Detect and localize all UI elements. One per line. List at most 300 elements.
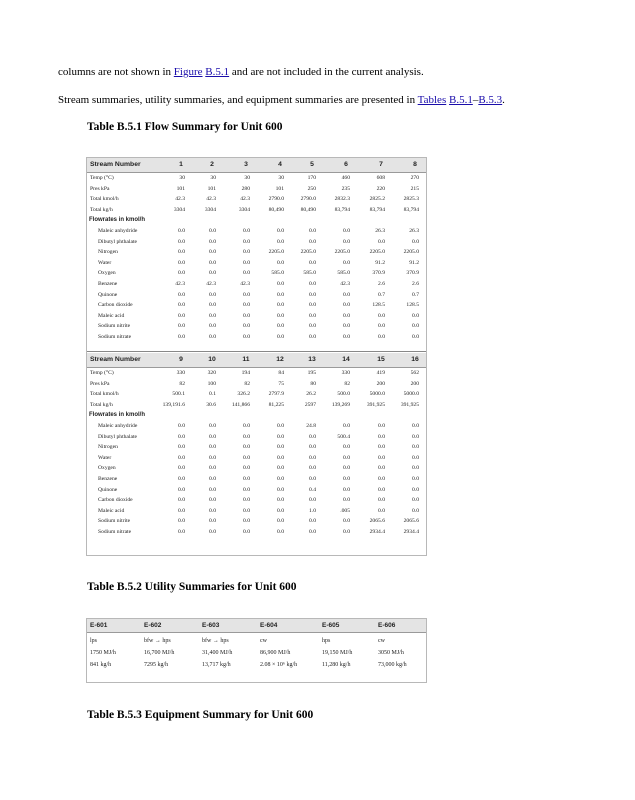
stream-number: 5 xyxy=(310,161,314,168)
flow-value: 3304 xyxy=(204,206,216,213)
flow-value: 0.0 xyxy=(378,323,385,330)
flow-value: 0.0 xyxy=(277,302,284,309)
flow-value: 2934.4 xyxy=(369,529,385,535)
flow-value: 30 xyxy=(278,175,284,181)
component-label: Sodium nitrate xyxy=(98,334,132,340)
flow-value: 0.0 xyxy=(309,259,316,266)
utility-value: 11,280 kg/h xyxy=(322,662,351,668)
utility-value: 16,700 MJ/h xyxy=(144,650,175,656)
flow-value: 0.0 xyxy=(378,433,385,440)
flow-value: 101 xyxy=(207,185,216,192)
flow-value: 0.0 xyxy=(412,507,419,514)
flow-value: 0.0 xyxy=(243,334,250,340)
flow-value: 2825.3 xyxy=(403,196,419,203)
flow-value: 0.0 xyxy=(178,270,185,277)
flow-value: 370.9 xyxy=(372,270,385,277)
flow-value: 0.0 xyxy=(243,259,250,266)
flow-value: 0.0 xyxy=(209,529,216,535)
flow-value: 2065.6 xyxy=(403,518,419,525)
flow-value: 0.0 xyxy=(243,476,250,482)
flow-value: 0.0 xyxy=(243,497,250,504)
flow-value: 5000.0 xyxy=(403,391,419,398)
flow-value: 0.0 xyxy=(209,465,216,472)
component-label: Quinone xyxy=(98,291,118,298)
flow-value: 0.0 xyxy=(277,476,284,482)
flow-value: 0.0 xyxy=(209,486,216,493)
flow-value: 83,794 xyxy=(403,206,419,213)
component-label: Quinone xyxy=(98,486,118,493)
flow-value: 2797.9 xyxy=(268,391,284,398)
flow-value: 0.0 xyxy=(178,323,185,330)
flow-value: 0.0 xyxy=(243,423,250,429)
flow-value: 0.0 xyxy=(343,476,350,482)
flow-value: 82 xyxy=(244,380,250,387)
flow-value: 2790.0 xyxy=(300,196,316,203)
flow-value: 0.0 xyxy=(209,497,216,504)
flow-value: 2790.0 xyxy=(268,196,284,203)
intro-line-1-text: columns are not shown in xyxy=(58,66,174,78)
component-label: Maleic anhydride xyxy=(98,228,138,234)
flow-value: 0.0 xyxy=(343,291,350,298)
flow-value: 5000.0 xyxy=(369,391,385,398)
flow-value: 2934.4 xyxy=(403,529,419,535)
flow-value: 0.0 xyxy=(343,465,350,472)
flow-value: 30 xyxy=(244,175,250,181)
flow-value: 2205.0 xyxy=(369,249,385,256)
figure-b51-link[interactable]: B.5.1 xyxy=(205,66,230,78)
property-label: Total kmol/h xyxy=(90,391,119,398)
flow-value: 24.8 xyxy=(306,423,316,429)
flow-value: 0.0 xyxy=(343,423,350,429)
flow-value: 0.0 xyxy=(277,228,284,234)
flow-value: 42.3 xyxy=(206,281,216,287)
flow-value: 200 xyxy=(376,380,385,387)
flow-value: 0.0 xyxy=(412,444,419,451)
flow-value: 3304 xyxy=(173,206,185,213)
component-label: Maleic acid xyxy=(98,312,125,319)
flow-value: 30 xyxy=(179,175,185,181)
stream-number: 15 xyxy=(377,356,385,363)
stream-number: 10 xyxy=(208,356,216,363)
flow-value: 0.0 xyxy=(378,465,385,472)
flow-value: 0.0 xyxy=(178,433,185,440)
flow-value: 2205.0 xyxy=(403,249,419,256)
flow-value: 0.0 xyxy=(309,281,316,287)
flow-value: 0.0 xyxy=(178,259,185,266)
flow-value: 0.7 xyxy=(378,291,385,298)
flow-value: 2065.6 xyxy=(369,518,385,525)
stream-number: 9 xyxy=(179,356,183,363)
flow-value: 91.2 xyxy=(409,259,419,266)
flow-value: 0.0 xyxy=(178,476,185,482)
flow-value: 0.0 xyxy=(343,302,350,309)
flow-value: 0.0 xyxy=(243,454,250,461)
flow-value: 0.0 xyxy=(412,312,419,319)
flow-value: 500.1 xyxy=(172,391,185,398)
flow-value: 0.0 xyxy=(343,228,350,234)
flow-value: 330 xyxy=(341,370,350,376)
utility-value: 3050 MJ/h xyxy=(378,650,404,656)
utility-value: 31,400 MJ/h xyxy=(202,650,233,656)
flow-value: 75 xyxy=(278,380,284,387)
intro-line-2 xyxy=(58,94,505,106)
flow-value: 0.0 xyxy=(243,302,250,309)
flow-value: 0.0 xyxy=(178,444,185,451)
flow-value: 0.0 xyxy=(378,486,385,493)
component-label: Benzene xyxy=(98,281,118,287)
flow-value: 0.0 xyxy=(209,433,216,440)
property-label: Pres kPa xyxy=(90,380,110,387)
intro-line-2-tail: . xyxy=(502,94,505,106)
flow-value: 0.0 xyxy=(378,423,385,429)
flow-value: 0.0 xyxy=(209,444,216,451)
flow-value: 0.0 xyxy=(309,476,316,482)
flow-value: 330 xyxy=(176,370,185,376)
flow-value: 0.0 xyxy=(378,312,385,319)
flow-value: 562 xyxy=(410,370,419,376)
flow-value: 0.0 xyxy=(309,518,316,525)
flow-value: 0.0 xyxy=(277,259,284,266)
flow-value: 0.0 xyxy=(243,507,250,514)
utility-header: E-605 xyxy=(322,622,340,629)
flow-value: 0.0 xyxy=(309,228,316,234)
flow-value: 0.0 xyxy=(277,465,284,472)
tables-link[interactable]: Tables xyxy=(417,94,447,106)
flow-value: 0.0 xyxy=(343,238,350,245)
flow-value: 0.0 xyxy=(209,270,216,277)
flow-value: 0.0 xyxy=(412,238,419,245)
stream-number: 7 xyxy=(379,161,383,168)
flow-value: 0.0 xyxy=(243,465,250,472)
flowrates-heading: Flowrates in kmol/h xyxy=(89,412,146,419)
flow-value: 82 xyxy=(344,380,350,387)
flow-value: 0.0 xyxy=(209,312,216,319)
flow-value: 101 xyxy=(176,185,185,192)
flow-value: 0.0 xyxy=(309,497,316,504)
flow-value: 139,191.6 xyxy=(162,401,185,408)
stream-number: 2 xyxy=(210,161,214,168)
flow-value: 139,269 xyxy=(331,401,350,408)
flow-value: 0.0 xyxy=(178,507,185,514)
flow-value: 2825.2 xyxy=(369,196,385,203)
flow-value: 0.0 xyxy=(309,323,316,330)
flow-value: 195 xyxy=(307,370,316,376)
flow-value: 0.0 xyxy=(277,312,284,319)
flow-summary-table xyxy=(86,157,427,556)
flow-value: 82 xyxy=(179,380,185,387)
flow-value: 91.2 xyxy=(375,259,385,266)
utility-value: cw xyxy=(378,638,385,644)
flow-value: 30.6 xyxy=(206,401,216,408)
flow-value: 0.0 xyxy=(277,444,284,451)
utility-value: hps xyxy=(322,638,331,644)
flow-value: 0.0 xyxy=(412,423,419,429)
flow-value: 0.0 xyxy=(178,228,185,234)
utility-value: cw xyxy=(260,638,267,644)
utility-value: 841 kg/h xyxy=(90,662,112,668)
flow-value: 0.0 xyxy=(309,291,316,298)
component-label: Sodium nitrite xyxy=(98,323,131,330)
flow-value: 0.0 xyxy=(178,454,185,461)
flow-value: 0.0 xyxy=(209,302,216,309)
flow-value: 42.3 xyxy=(206,196,216,203)
flow-value: 0.0 xyxy=(277,507,284,514)
flow-value: 0.0 xyxy=(209,238,216,245)
flow-value: 0.0 xyxy=(178,423,185,429)
flow-value: 0.0 xyxy=(209,291,216,298)
flow-value: 0.0 xyxy=(343,444,350,451)
flow-value: 0.0 xyxy=(412,497,419,504)
component-label: Oxygen xyxy=(98,465,116,472)
intro-line-1 xyxy=(58,66,424,78)
flow-value: 0.0 xyxy=(209,259,216,266)
flow-value: 200 xyxy=(410,380,419,387)
flow-value: 0.0 xyxy=(378,497,385,504)
flow-value: 0.0 xyxy=(277,334,284,340)
flow-value: 0.0 xyxy=(277,433,284,440)
flow-value: 0.0 xyxy=(178,249,185,256)
figure-link[interactable]: Figure xyxy=(173,66,203,78)
component-label: Nitrogen xyxy=(98,444,118,451)
flow-value: 0.0 xyxy=(178,465,185,472)
flow-value: 220 xyxy=(376,185,385,192)
flow-value: 0.0 xyxy=(209,423,216,429)
flow-value: 0.0 xyxy=(378,476,385,482)
flow-value: 280 xyxy=(241,185,250,192)
flow-value: 585.0 xyxy=(271,270,284,277)
stream-number: 4 xyxy=(278,161,282,168)
flow-value: 320 xyxy=(207,370,216,376)
flow-value: 100 xyxy=(207,380,216,387)
flow-value: 42.3 xyxy=(240,281,250,287)
table-b53-link[interactable]: B.5.3 xyxy=(478,94,503,106)
flow-value: 0.0 xyxy=(243,529,250,535)
flow-value: 585.0 xyxy=(337,270,350,277)
table-b53-caption: Table B.5.3 Equipment Summary for Unit 600 xyxy=(87,709,314,721)
flow-value: 0.0 xyxy=(243,323,250,330)
component-label: Sodium nitrate xyxy=(98,529,132,535)
flow-value: 141,866 xyxy=(231,401,250,408)
flow-value: 42.3 xyxy=(240,196,250,203)
flow-value: 0.0 xyxy=(243,249,250,256)
flow-value: 80 xyxy=(310,380,316,387)
component-label: Water xyxy=(98,454,112,461)
stream-number: 8 xyxy=(413,161,417,168)
flow-value: 0.0 xyxy=(378,444,385,451)
property-label: Total kg/h xyxy=(90,206,113,213)
flow-value: 585.0 xyxy=(303,270,316,277)
stream-number: 3 xyxy=(244,161,248,168)
flow-value: 0.0 xyxy=(178,302,185,309)
flow-value: 0.0 xyxy=(412,323,419,330)
flow-value: 80,490 xyxy=(300,206,316,213)
flow-value: 0.0 xyxy=(209,334,216,340)
flow-value: 0.0 xyxy=(277,238,284,245)
utility-value: 19,150 MJ/h xyxy=(322,650,353,656)
stream-header-row xyxy=(87,158,426,172)
flow-value: 0.0 xyxy=(178,334,185,340)
property-label: Total kmol/h xyxy=(90,196,119,203)
flow-value: 0.0 xyxy=(343,454,350,461)
utility-header: E-604 xyxy=(260,622,278,629)
block-divider xyxy=(87,351,426,352)
flow-value: 0.7 xyxy=(412,291,419,298)
utility-summary-table xyxy=(86,618,427,683)
flow-value: 0.0 xyxy=(243,270,250,277)
flow-value: 0.0 xyxy=(178,518,185,525)
flow-value: 0.0 xyxy=(378,454,385,461)
flow-value: 0.0 xyxy=(178,291,185,298)
flow-value: 250 xyxy=(307,185,316,192)
flow-value: 0.0 xyxy=(209,228,216,234)
flow-value: 194 xyxy=(241,370,250,376)
flow-value: 0.0 xyxy=(277,486,284,493)
utility-value: 13,717 kg/h xyxy=(202,662,231,668)
flow-value: 0.0 xyxy=(277,291,284,298)
flow-value: 0.0 xyxy=(343,312,350,319)
flow-value: 2205.0 xyxy=(300,249,316,256)
flow-value: 0.0 xyxy=(412,454,419,461)
flow-value: 84 xyxy=(278,370,284,376)
flow-value: 0.0 xyxy=(243,312,250,319)
intro-line-2-text: Stream summaries, utility summaries, and equipment summaries are presented in xyxy=(58,94,418,106)
flow-value: 0.0 xyxy=(243,238,250,245)
flow-value: 0.0 xyxy=(178,312,185,319)
component-label: Dibutyl phthalate xyxy=(98,238,137,245)
header-rule xyxy=(87,172,426,173)
flow-value: 0.0 xyxy=(243,228,250,234)
utility-value: bfw → hps xyxy=(144,638,171,644)
flow-value: 2205.0 xyxy=(334,249,350,256)
flow-value: 2.6 xyxy=(378,281,385,287)
flow-value: 0.0 xyxy=(277,454,284,461)
flow-value: 0.0 xyxy=(277,423,284,429)
flow-value: 0.0 xyxy=(277,497,284,504)
flow-value: 326.2 xyxy=(237,391,250,398)
flow-value: 0.0 xyxy=(277,281,284,287)
utility-header: E-603 xyxy=(202,622,220,629)
flow-value: 215 xyxy=(410,185,419,192)
flow-value: 0.0 xyxy=(309,465,316,472)
stream-number-label: Stream Number xyxy=(90,356,141,363)
component-label: Nitrogen xyxy=(98,249,118,256)
flow-value: 391,925 xyxy=(400,401,419,408)
flow-value: 0.0 xyxy=(243,433,250,440)
utility-value: bfw → hps xyxy=(202,638,229,644)
stream-number: 14 xyxy=(342,356,350,363)
property-label: Temp (°C) xyxy=(90,370,114,376)
flow-value: 0.0 xyxy=(309,312,316,319)
intro-line-1-tail: and are not included in the current analysis. xyxy=(229,66,424,78)
flow-value: .005 xyxy=(340,507,350,514)
flow-value: 0.0 xyxy=(378,334,385,340)
flow-value: 0.0 xyxy=(243,518,250,525)
flow-value: 2.6 xyxy=(412,281,419,287)
utility-header: E-602 xyxy=(144,622,162,629)
flow-value: 83,794 xyxy=(369,206,385,213)
flow-value: 0.0 xyxy=(178,238,185,245)
table-b51-link[interactable]: B.5.1 xyxy=(448,94,473,106)
utility-value: lps xyxy=(90,638,98,644)
flow-value: 0.0 xyxy=(209,249,216,256)
flow-value: 0.0 xyxy=(178,497,185,504)
flow-value: 0.0 xyxy=(343,529,350,535)
flow-value: 0.0 xyxy=(209,507,216,514)
flow-value: 0.0 xyxy=(378,507,385,514)
flow-value: 0.0 xyxy=(412,334,419,340)
flow-value: 0.0 xyxy=(412,476,419,482)
flow-value: 0.0 xyxy=(209,323,216,330)
flowrates-heading: Flowrates in kmol/h xyxy=(89,217,146,224)
flow-value: 128.5 xyxy=(372,302,385,309)
flow-value: 0.0 xyxy=(309,238,316,245)
flow-value: 0.0 xyxy=(343,334,350,340)
flow-value: 0.0 xyxy=(412,465,419,472)
flow-value: 0.0 xyxy=(309,433,316,440)
flow-value: 500.4 xyxy=(337,433,350,440)
stream-number-label: Stream Number xyxy=(90,161,141,168)
utility-value: 86,900 MJ/h xyxy=(260,650,291,656)
intro-dash: – xyxy=(472,94,479,106)
stream-number: 1 xyxy=(179,161,183,168)
flow-value: 391,925 xyxy=(366,401,385,408)
stream-number: 12 xyxy=(276,356,284,363)
flow-value: 0.0 xyxy=(343,497,350,504)
flow-value: 1.0 xyxy=(309,507,316,514)
stream-number: 16 xyxy=(411,356,419,363)
flow-value: 0.0 xyxy=(209,476,216,482)
flow-value: 26.3 xyxy=(375,228,385,234)
utility-value: 73,000 kg/h xyxy=(378,662,407,668)
component-label: Carbon dioxide xyxy=(98,302,133,309)
component-label: Water xyxy=(98,259,112,266)
flow-value: 26.2 xyxy=(306,391,316,398)
flow-value: 0.0 xyxy=(277,323,284,330)
flow-value: 0.0 xyxy=(277,518,284,525)
flow-value: 80,490 xyxy=(268,206,284,213)
component-label: Dibutyl phthalate xyxy=(98,433,137,440)
flow-value: 170 xyxy=(307,175,316,181)
flow-value: 26.3 xyxy=(409,228,419,234)
flow-value: 235 xyxy=(341,185,350,192)
flow-value: 0.0 xyxy=(378,238,385,245)
flow-value: 2832.3 xyxy=(334,196,350,203)
table-b52-caption: Table B.5.2 Utility Summaries for Unit 600 xyxy=(87,581,297,593)
flow-value: 370.9 xyxy=(406,270,419,277)
stream-number: 11 xyxy=(242,356,250,363)
utility-value: 1750 MJ/h xyxy=(90,650,116,656)
flow-value: 2205.0 xyxy=(268,249,284,256)
flow-value: 0.0 xyxy=(343,323,350,330)
flow-value: 0.0 xyxy=(343,259,350,266)
flow-value: 0.0 xyxy=(178,486,185,493)
flow-value: 0.0 xyxy=(309,454,316,461)
flow-value: 0.0 xyxy=(412,433,419,440)
flow-value: 83,794 xyxy=(334,206,350,213)
utility-value: 2.08 × 10⁶ kg/h xyxy=(260,662,298,668)
flow-value: 419 xyxy=(376,370,385,376)
flow-value: 0.4 xyxy=(309,486,316,493)
property-label: Total kg/h xyxy=(90,401,113,408)
flow-value: 42.3 xyxy=(175,281,185,287)
flow-value: 0.0 xyxy=(309,334,316,340)
component-label: Benzene xyxy=(98,476,118,482)
flow-value: 0.0 xyxy=(209,518,216,525)
flow-value: 2597 xyxy=(304,401,316,408)
flow-value: 42.3 xyxy=(340,281,350,287)
stream-number: 13 xyxy=(308,356,316,363)
component-label: Carbon dioxide xyxy=(98,497,133,504)
